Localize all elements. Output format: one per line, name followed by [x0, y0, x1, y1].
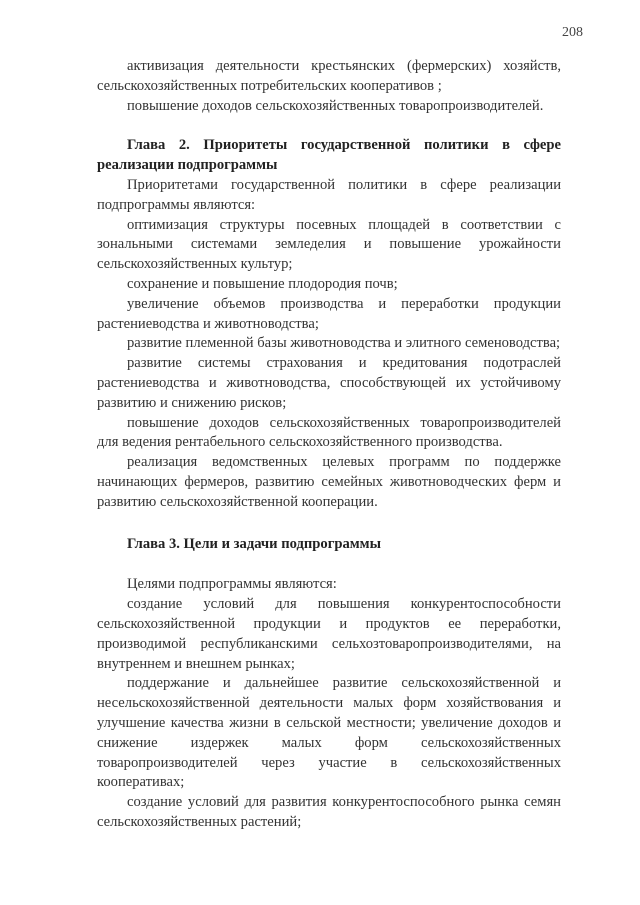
chapter2-item-3: увеличение объемов производства и переработки продукции растениеводства и животноводства; [97, 295, 561, 332]
page-number: 208 [562, 25, 583, 40]
document-body [97, 57, 561, 833]
chapter2-item-6: повышение доходов сельскохозяйственных товаропроизводителей для ведения рентабельного сельскохозяйственного производства. [97, 414, 561, 451]
intro-item-1: активизация деятельности крестьянских (фермерских) хозяйств, сельскохозяйственных потребительских кооперативов ; [97, 58, 561, 94]
chapter3-title: Глава 3. Цели и задачи подпрограммы [127, 535, 382, 552]
chapter3-item-2: поддержание и дальнейшее развитие сельскохозяйственной и несельскохозяйственной деятельности малых форм хозяйствования и улучшение качества жизни в сельской местности; увеличение доходов и снижение издержек малых форм сельскохозяйственных товаропроизводителей через участие в сельскохозяйственных кооперативах; [97, 675, 561, 791]
chapter2-lead: Приоритетами государственной политики в сфере реализации подпрограммы являются: [97, 176, 561, 213]
chapter2-title: Глава 2. Приоритеты государственной политики в сфере реализации подпрограммы [97, 137, 561, 174]
chapter2-item-4: развитие племенной базы животноводства и элитного семеноводства; [127, 335, 561, 352]
intro-item-2: повышение доходов сельскохозяйственных товаропроизводителей. [127, 97, 544, 114]
chapter2-item-2: сохранение и повышение плодородия почв; [127, 275, 398, 292]
chapter2-item-1: оптимизация структуры посевных площадей в соответствии с зональными системами земледелия и повышение урожайности сельскохозяйственных культур; [97, 216, 561, 273]
chapter3-item-1: создание условий для повышения конкурентоспособности сельскохозяйственной продукции и продуктов ее переработки, производимой республиканскими сельхозтоваропроизводителями, на внутреннем и внешнем рынках; [97, 596, 561, 672]
chapter3-lead: Целями подпрограммы являются: [127, 576, 337, 593]
chapter2-item-5: развитие системы страхования и кредитования подотраслей растениеводства и животноводства, способствующей их устойчивому развитию и снижению рисков; [97, 355, 561, 411]
chapter2-item-7: реализация ведомственных целевых программ по поддержке начинающих фермеров, развитию семейных животноводческих ферм и развитию сельскохозяйственной кооперации. [97, 454, 561, 510]
chapter3-item-3: создание условий для развития конкурентоспособного рынка семян сельскохозяйственных растений; [97, 794, 561, 830]
